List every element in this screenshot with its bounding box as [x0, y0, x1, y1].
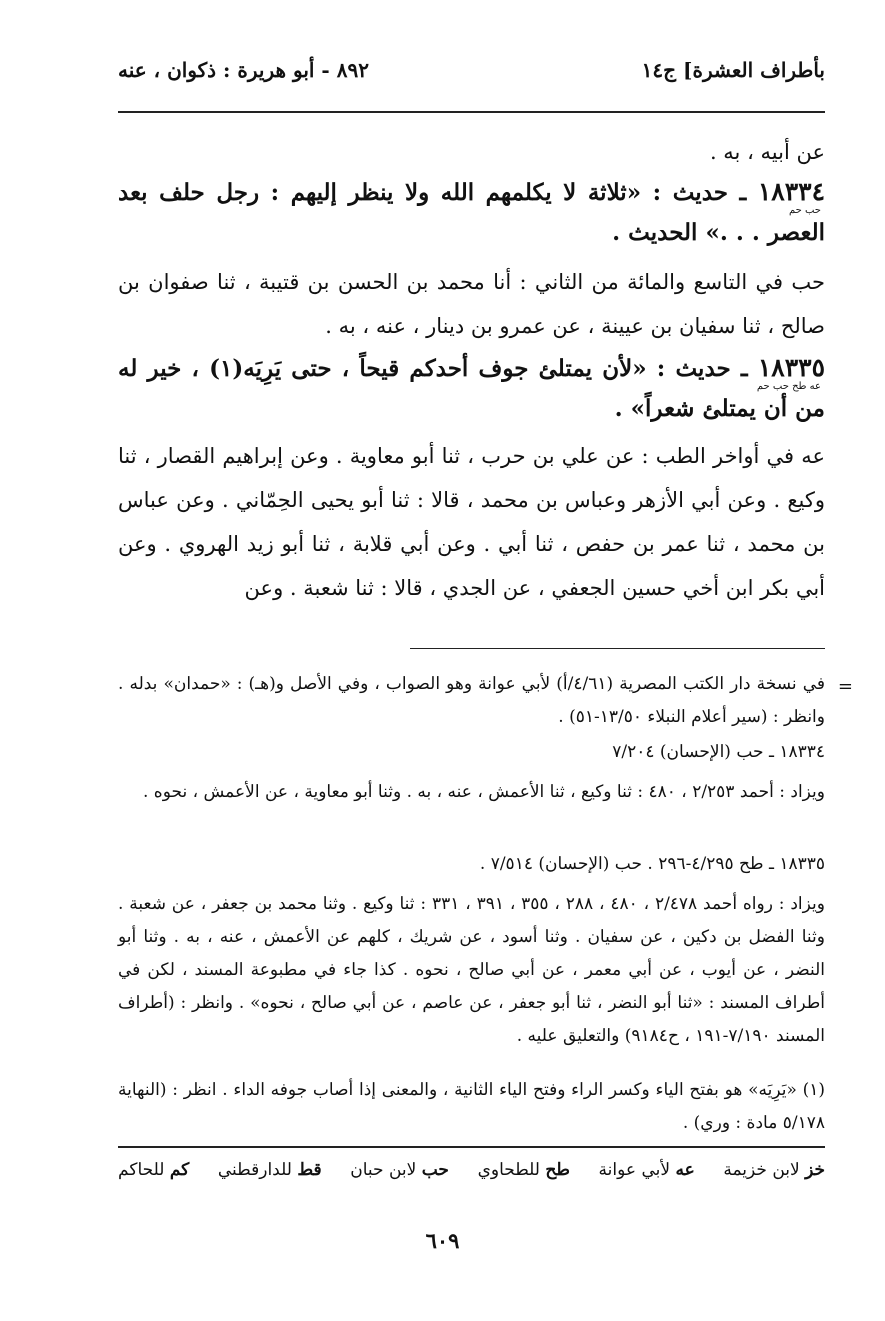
hadith-text: ـ حديث : «لأن يمتلئ جوف أحدكم قيحاً ، حتى يَرِيَه(١) ، خير له من أن يمتلئ شعراً» . [118, 355, 825, 422]
hadith-number: ١٨٣٣٤ [757, 177, 825, 206]
header-section: ٨٩٢ - أبو هريرة : ذكوان ، عنه [118, 58, 369, 82]
legend-item: حب لابن حبان [350, 1160, 449, 1180]
hadith-sources: حب حم [788, 205, 821, 216]
legend-item: عه لأبي عوانة [598, 1160, 695, 1180]
hadith-18334 [118, 172, 825, 253]
footnote-rule [410, 648, 825, 649]
legend-item: كم للحاكم [118, 1160, 190, 1180]
text-line: عن أبيه ، به . [709, 140, 825, 164]
footnote: ١٨٣٣٥ ـ طح ٤/٢٩٥-٢٩٦ . حب (الإحسان) ٧/٥١٤ . [479, 854, 825, 874]
hadith-18335 [118, 348, 825, 429]
paragraph: حب في التاسع والمائة من الثاني : أنا محمد بن الحسن بن قتيبة ، ثنا صفوان بن صالح ، ثنا سفيان بن عيينة ، عن عمرو بن دينار ، عنه ، به . [118, 270, 825, 338]
hadith-sources: عه طح حب حم [756, 381, 821, 392]
footnote: (١) «يَرِيَه» هو بفتح الياء وكسر الراء وفتح الياء الثانية ، والمعنى إذا أصاب جوفه الداء . انظر : (النهاية ٥/١٧٨ مادة : وري) . [118, 1080, 825, 1133]
legend-rule [118, 1146, 825, 1148]
legend-item: طح للطحاوي [477, 1160, 570, 1180]
paragraph: عه في أواخر الطب : عن علي بن حرب ، ثنا أبو معاوية . وعن إبراهيم القصار ، ثنا وكيع . وعن أبي الأزهر وعباس بن محمد ، قالا : ثنا أبو يحيى الحِمّاني . وعن عباس بن محمد ، ثنا عمر بن حفص ، ثنا أبي . وعن أبي قلابة ، ثنا أبو زيد الهروي . وعن أبي بكر ابن أخي حسين الجعفي ، عن الجدي ، قالا : ثنا شعبة . وعن [118, 444, 825, 600]
page-number: ٦٠٩ [425, 1228, 460, 1253]
hadith-number: ١٨٣٣٥ [757, 353, 825, 382]
abbreviation-legend [118, 1160, 825, 1180]
header-rule [118, 111, 825, 113]
footnote: ويزاد : أحمد ٢/٢٥٣ ، ٤٨٠ : ثنا وكيع ، ثنا الأعمش ، عنه ، به . وثنا أبو معاوية ، عن الأعمش ، نحوه . [143, 782, 825, 802]
continuation-mark: = [837, 676, 853, 697]
legend-item: خز لابن خزيمة [723, 1160, 825, 1180]
footnote: ١٨٣٣٤ ـ حب (الإحسان) ٧/٢٠٤ [612, 742, 825, 762]
footnote: في نسخة دار الكتب المصرية (٤/٦١/أ) لأبي عوانة وهو الصواب ، وفي الأصل و(هـ) : «حمدان» بدله . وانظر : (سير أعلام النبلاء ١٣/٥٠-٥١) . [118, 674, 825, 727]
running-header [118, 58, 825, 94]
header-book-title: بأطراف العشرة] ج١٤ [641, 58, 825, 82]
footnote: ويزاد : رواه أحمد ٢/٤٧٨ ، ٤٨٠ ، ٢٨٨ ، ٣٥٥ ، ٣٩١ ، ٣٣١ : ثنا وكيع . وثنا محمد بن جعفر ، عن شعبة . وثنا الفضل بن دكين ، عن سفيان . وثنا أسود ، عن شريك ، كلهم عن الأعمش ، عنه ، به . وثنا أبو النضر ، عن أيوب ، عن أبي معمر ، عن أبي صالح ، نحوه . كذا جاء في مطبوعة المسند ، لكن في أطراف المسند : «ثنا أبو النضر ، ثنا أبو جعفر ، عن عاصم ، عن أبي صالح ، نحوه» . وانظر : (أطراف المسند ٧/١٩٠-١٩١ ، ح٩١٨٤) والتعليق عليه . [118, 894, 825, 1046]
legend-item: قط للدارقطني [217, 1160, 322, 1180]
hadith-text: ـ حديث : «ثلاثة لا يكلمهم الله ولا ينظر إليهم : رجل حلف بعد العصر . . .» الحديث . [118, 179, 825, 246]
